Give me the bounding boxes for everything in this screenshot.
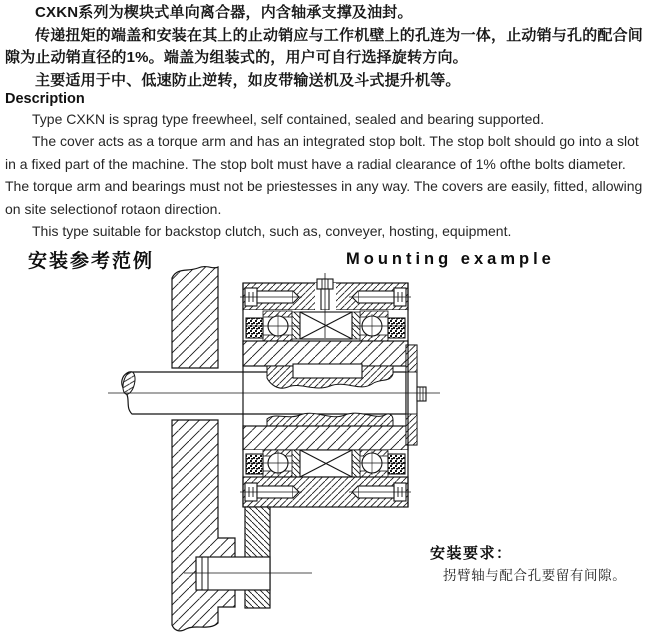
clutch-lower-half xyxy=(240,413,411,507)
install-requirement-body: 拐臂轴与配合孔要留有间隙。 xyxy=(443,568,627,583)
end-plate xyxy=(406,345,426,445)
en-paragraph-1: Type CXKN is sprag type freewheel, self contained, sealed and bearing supported. xyxy=(32,111,545,127)
en-paragraph-2: The cover acts as a torque arm and has an integrated stop bolt. The stop bolt should go into a slot in a fixed part of the machine. The stop bolt must have a radial clearance of 1% ofthe bolts diameter. The torque arm and bearings must not be priestesses in any way. The covers are easily, fitted, allowing on site selectionof rotaon direction. xyxy=(5,133,643,217)
install-requirement-title: 安装要求： xyxy=(430,545,513,562)
mounting-example-heading-cn: 安装参考范例 xyxy=(28,251,155,272)
description-heading: Description xyxy=(5,91,85,107)
en-paragraph-3: This type suitable for backstop clutch, such as, conveyer, hosting, equipment. xyxy=(32,223,512,240)
cn-paragraph-1: CXKN系列为楔块式单向离合器，内含轴承支撑及油封。 xyxy=(35,4,413,21)
mounting-example-heading-en: Mounting example xyxy=(346,250,555,268)
cn-paragraph-3: 主要适用于中、低速防止逆转，如皮带输送机及斗式提升机等。 xyxy=(35,71,461,89)
cn-paragraph-2: 传递扭矩的端盖和安装在其上的止动销应与工作机壁上的孔连为一体，止动销与孔的配合间隙为止动销直径的1%。端盖为组装式的，用户可自行选择旋转方向。 xyxy=(5,26,644,66)
stop-bolt xyxy=(184,557,312,590)
